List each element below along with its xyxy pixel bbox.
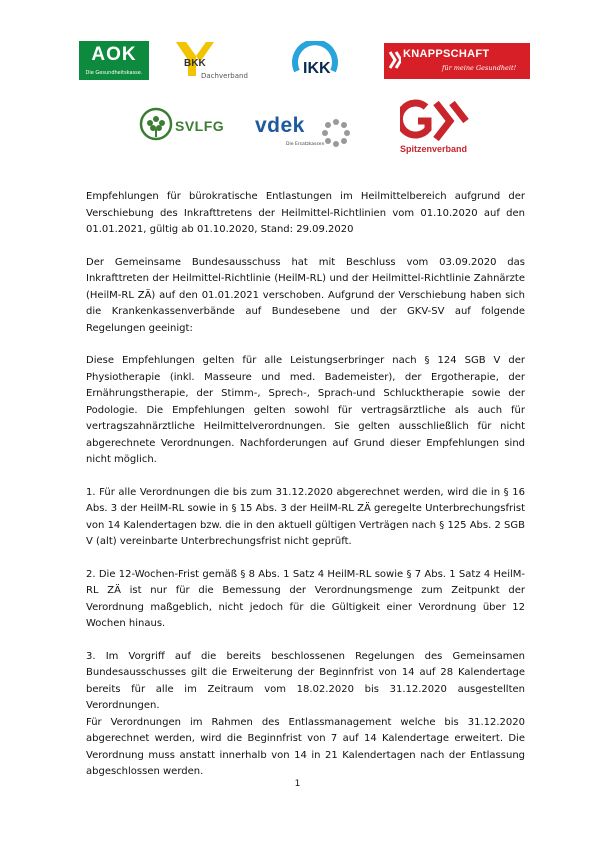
paragraph-rule-1: 1. Für alle Verordnungen die bis zum 31.12.2020 abgerechnet werden, wird die in § 16 Abs. 3 der HeilM-RL sowie in § 15 Abs. 3 der HeilM-RL ZÄ geregelte Unterbrechungsfrist von 14 Kalendertagen bzw. die in den aktuell gültigen Verträgen nach § 125 Abs. 2 SGB V (alt) vereinbarte Unterbrechungsfrist nicht geprüft. [86,486,525,547]
document-title: Empfehlungen für bürokratische Entlastungen im Heilmittelbereich aufgrund der Verschiebung des Inkrafttretens der Heilmittel-Richtlinien vom 01.10.2020 auf den 01.01.2021, gültig ab 01.10.2020, Stand: 29.09.2020 [86,191,525,235]
aok-logo-tagline: Die Gesundheitskasse. [85,70,143,76]
ikk-logo [287,41,347,83]
aok-logo [79,41,149,80]
logo-header [0,0,595,170]
gkv-mark-icon [400,99,470,143]
paragraph-rule-2: 2. Die 12-Wochen-Frist gemäß § 8 Abs. 1 Satz 4 HeilM-RL sowie § 7 Abs. 1 Satz 4 HeilM-RL ZÄ ist nur für die Bemessung der Verordnungsmenge zum Zeitpunkt der Verordnung maßgeblich, nicht jedoch für die Gültigkeit einer Verordnung über 12 Wochen hinaus. [86,568,525,629]
vdek-ring-icon [321,118,351,148]
bkk-logo [174,42,264,82]
gkv-logo-sub: Spitzenverband [400,144,468,154]
document-body [86,189,525,781]
knappschaft-logo [384,43,530,79]
knappschaft-logo-tagline: für meine Gesundheit! [442,64,517,72]
vdek-logo [255,114,351,154]
page-number: 1 [294,779,301,789]
paragraph-intro: Der Gemeinsame Bundesausschuss hat mit Beschluss vom 03.09.2020 das Inkrafttreten der Heilmittel-Richtlinie (HeilM-RL) und der Heilmittel-Richtlinie Zahnärzte (HeilM-RL ZÄ) auf den 01.01.2021 verschoben. Aufgrund der Verschiebung haben sich die Krankenkassenverbände auf Bundesebene und der GKV-SV auf folgende Regelungen geeinigt: [86,256,525,334]
paragraph-rule-3-continued: Für Verordnungen im Rahmen des Entlassmanagement welche bis 31.12.2020 abgerechnet werden, wird die Beginnfrist von 7 auf 14 Kalendertage erweitert. Die Verordnung muss anstatt innerhalb von 14 in 21 Kalendertagen nach der Entlassung abgeschlossen werden. [86,716,525,777]
paragraph-rule-3: 3. Im Vorgriff auf die bereits beschlossenen Regelungen des Gemeinsamen Bundesausschusses gilt die Erweiterung der Beginnfrist von 14 auf 28 Kalendertage bereits für alle im Zeitraum vom 18.02.2020 bis 31.12.2020 ausgestellten Verordnungen. [86,650,525,711]
vdek-logo-sub: Die Ersatzkassen [286,142,325,147]
gkv-logo [400,99,470,159]
knappschaft-logo-name: KNAPPSCHAFT [403,48,490,60]
svlfg-logo-name: SVLFG [175,118,225,134]
knappschaft-mark-icon [388,50,401,70]
bkk-logo-sub: Dachverband [201,72,248,80]
svlfg-logo [139,107,229,143]
paragraph-scope: Diese Empfehlungen gelten für alle Leistungserbringer nach § 124 SGB V der Physiotherapie (inkl. Masseure und med. Bademeister), der Ergotherapie, der Ernährungstherapie, der Stimm-, Sprech-, Sprach-und Schlucktherapie sowie der Podologie. Die Empfehlungen gelten sowohl für vertragsärztliche als auch für vertragszahnärztliche Heilmittelverordnungen. Sie gelten ausschließlich für nicht abgerechnete Verordnungen. Nachforderungen auf Grund dieser Empfehlungen sind nicht möglich. [86,355,525,465]
vdek-logo-name: vdek [255,114,305,137]
svlfg-leaf-icon [139,107,173,143]
bkk-logo-name: BKK [184,58,206,69]
ikk-logo-name: IKK [303,60,331,77]
aok-logo-name: AOK [91,44,137,65]
